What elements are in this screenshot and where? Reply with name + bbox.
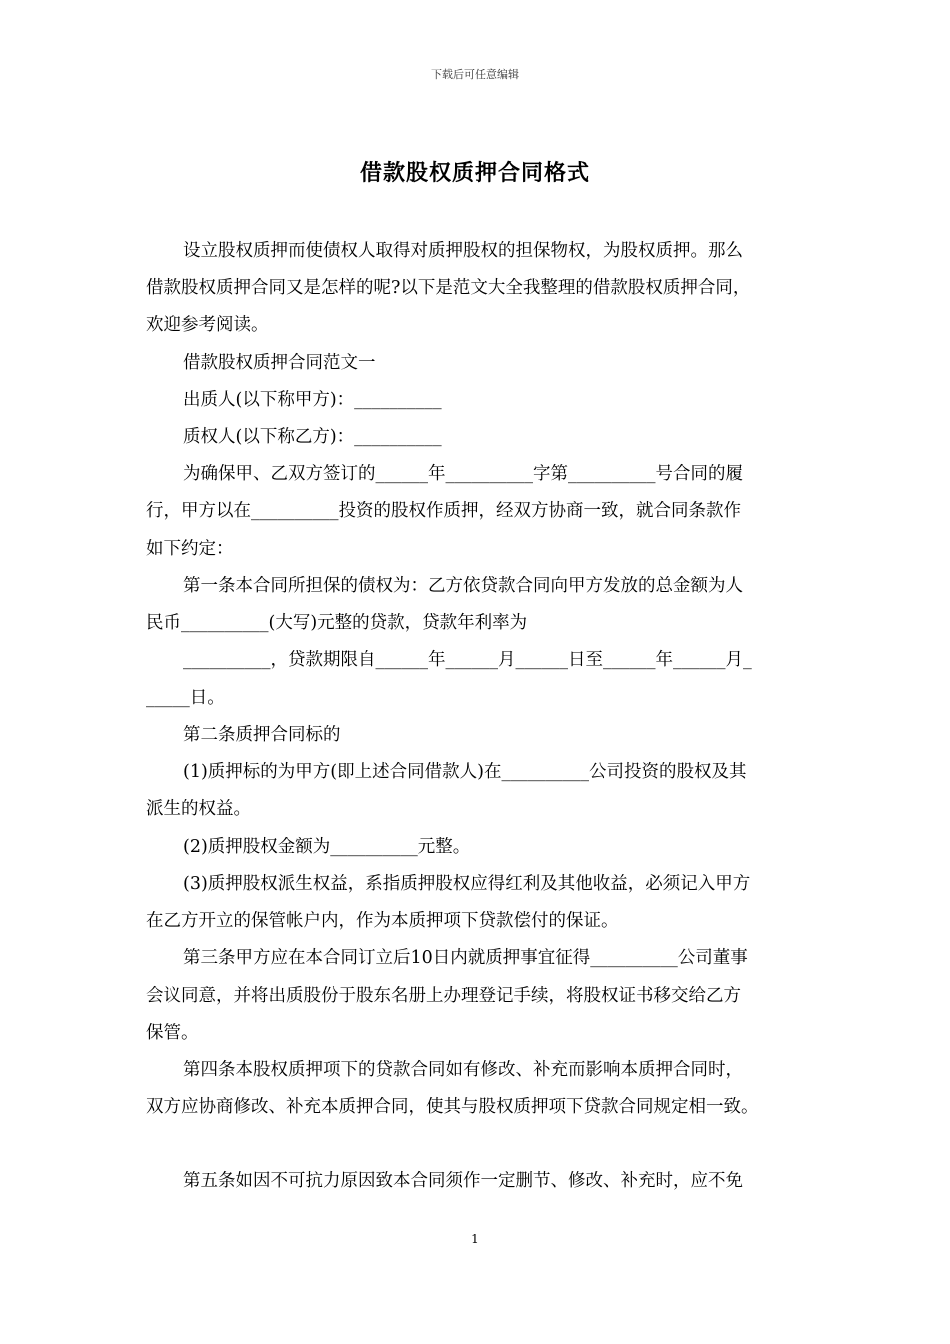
text-line: 质权人(以下称乙方)：__________ xyxy=(183,427,442,447)
text-line: __________，贷款期限自______年______月______日至______年______月_ xyxy=(183,650,752,670)
text-line: (1)质押标的为甲方(即上述合同借款人)在__________公司投资的股权及其 xyxy=(183,762,747,782)
text-line: 第四条本股权质押项下的贷款合同如有修改、补充而影响本质押合同时， xyxy=(183,1060,743,1080)
text-line: _____日。 xyxy=(146,688,225,708)
text-line: 第三条甲方应在本合同订立后10日内就质押事宜征得__________公司董事 xyxy=(183,948,748,968)
text-line: 第五条如因不可抗力原因致本合同须作一定删节、修改、补充时，应不免 xyxy=(183,1171,743,1191)
text-line: 民币__________(大写)元整的贷款，贷款年利率为 xyxy=(146,613,528,633)
text-line: 设立股权质押而使债权人取得对质押股权的担保物权，为股权质押。那么 xyxy=(183,241,743,261)
text-line: 出质人(以下称甲方)：__________ xyxy=(183,390,442,410)
text-line: 第一条本合同所担保的债权为：乙方依贷款合同向甲方发放的总金额为人 xyxy=(183,576,743,596)
text-line: (2)质押股权金额为__________元整。 xyxy=(183,837,471,857)
text-line: 如下约定： xyxy=(146,539,234,559)
text-line: 为确保甲、乙双方签订的______年__________字第__________号合同的履 xyxy=(183,464,743,484)
text-line: 在乙方开立的保管帐户内，作为本质押项下贷款偿付的保证。 xyxy=(146,911,619,931)
text-line: 行，甲方以在__________投资的股权作质押，经双方协商一致，就合同条款作 xyxy=(146,501,741,521)
text-line: 欢迎参考阅读。 xyxy=(146,315,269,335)
text-line: 双方应协商修改、补充本质押合同，使其与股权质押项下贷款合同规定相一致。 xyxy=(146,1097,759,1117)
text-line: (3)质押股权派生权益，系指质押股权应得红利及其他收益，必须记入甲方 xyxy=(183,874,751,894)
text-line: 会议同意，并将出质股份于股东名册上办理登记手续，将股权证书移交给乙方 xyxy=(146,986,741,1006)
page-number: 1 xyxy=(471,1232,479,1246)
text-line: 派生的权益。 xyxy=(146,799,251,819)
page-header: 下载后可任意编辑 xyxy=(431,68,519,81)
text-line: 保管。 xyxy=(146,1023,199,1043)
document-title: 借款股权质押合同格式 xyxy=(359,160,590,186)
text-line: 第二条质押合同标的 xyxy=(183,725,341,745)
text-line: 借款股权质押合同又是怎样的呢?以下是范文大全我整理的借款股权质押合同， xyxy=(146,278,751,298)
text-line: 借款股权质押合同范文一 xyxy=(183,353,376,373)
